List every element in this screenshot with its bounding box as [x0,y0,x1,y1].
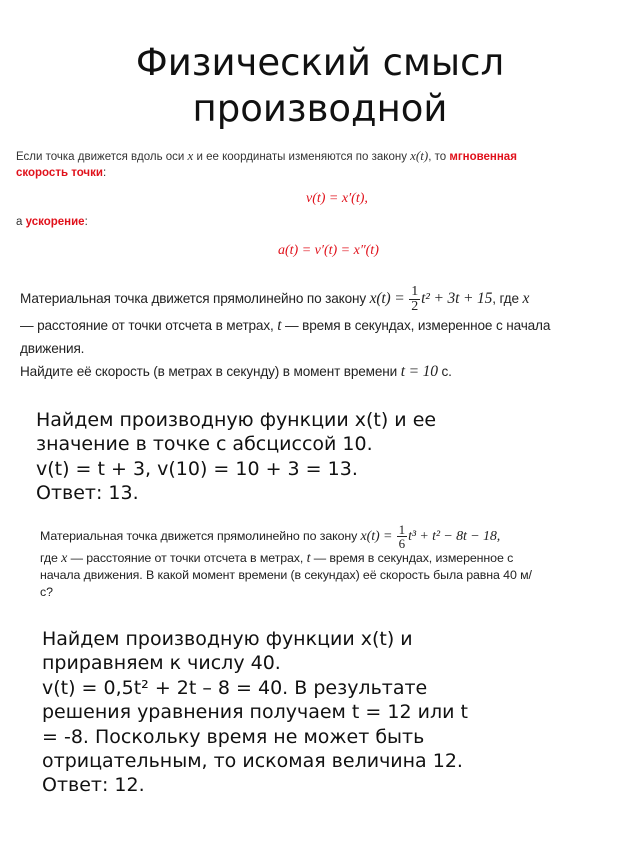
problem-1-lhs: x(t) = [369,290,405,308]
problem-1-line-1 [20,285,628,314]
problem-2-fraction [397,523,407,550]
law-symbol: x(t) [410,148,429,163]
slide-title-line-2: производной [192,87,448,130]
solution-2-line-6: отрицательным, то искомая величина 12. [42,750,463,773]
fraction-numerator: 1 [411,284,419,299]
solution-2 [42,627,622,798]
problem-1-x: x [522,290,530,308]
problem-1-line-3: движения. [20,341,85,356]
problem-2-text: где [40,551,62,565]
highlight-instant: мгновенная [449,151,517,163]
problem-1-text: , где [492,291,523,307]
problem-2-x: x [61,551,68,566]
definition-text-part: , то [428,151,450,163]
problem-2-formula: t³ + t² − 8t − 18, [408,528,501,544]
slide-title-line-1: Физический смысл [135,41,505,84]
problem-2-line-3: начала движения. В какой момент времени (в секундах) её скорость была равна 40 м/ [40,568,532,582]
definition-text-part: Если точка движется вдоль оси [16,151,188,163]
definition-acceleration-text [16,216,88,228]
slide-title [0,40,640,132]
problem-2-line-2 [40,550,615,567]
problem-1-line-4 [20,360,628,383]
problem-1-time: t = 10 [400,363,438,380]
axis-symbol: x [187,148,194,163]
problem-2-lhs: x(t) = [360,528,393,544]
definition-velocity-text [16,148,630,181]
highlight-acceleration: ускорение [25,216,85,228]
solution-2-line-3: v(t) = 0,5t² + 2t – 8 = 40. В результате [42,676,428,699]
problem-1-formula: t² + 3t + 15 [421,290,493,308]
problem-2-line-4: с? [40,585,53,599]
problem-1-unit: с. [437,364,452,379]
fraction-denominator: 6 [398,536,406,551]
acceleration-formula: a(t) = v′(t) = x″(t) [278,243,379,258]
solution-2-line-2: приравняем к числу 40. [42,652,281,675]
problem-2-t: t [306,551,311,566]
accel-suffix: : [84,216,88,228]
fraction-numerator: 1 [398,522,406,537]
problem-2-line-1 [40,523,615,550]
problem-1-text: — время в секундах, измеренное с начала [281,318,551,333]
definition-text-part: : [102,167,107,179]
solution-1 [36,408,596,506]
solution-1-answer: Ответ: 13. [36,482,139,505]
highlight-velocity: скорость точки [16,167,103,179]
problem-1-line-2 [20,314,628,337]
problem-1-text: Материальная точка движется прямолинейно по закону [20,291,370,307]
problem-2-text: — расстояние от точки отсчета в метрах, [67,551,307,565]
problem-2-text: Материальная точка движется прямолинейно по закону [40,528,361,543]
solution-2-line-4: решения уравнения получаем t = 12 или t [42,701,468,724]
velocity-formula: v(t) = x′(t), [306,191,368,206]
fraction-denominator: 2 [411,299,419,314]
problem-1 [20,285,628,383]
solution-2-line-5: = -8. Поскольку время не может быть [42,725,425,748]
problem-1-t: t [277,317,282,334]
solution-1-line-1: Найдем производную функции x(t) и ее [36,409,437,431]
definition-text-part: и ее координаты изменяются по закону [193,151,411,163]
problem-1-fraction [409,285,420,314]
solution-2-answer: Ответ: 12. [42,774,145,797]
accel-prefix: а [16,216,26,228]
solution-1-line-3: v(t) = t + 3, v(10) = 10 + 3 = 13. [36,457,358,480]
problem-1-text: Найдите её скорость (в метрах в секунду) в момент времени [20,364,401,379]
problem-2-text: — время в секундах, измеренное с [310,551,514,565]
problem-2 [40,523,615,601]
solution-2-line-1: Найдем производную функции x(t) и [42,628,413,650]
solution-1-line-2: значение в точке с абсциссой 10. [36,433,373,456]
problem-1-text: — расстояние от точки отсчета в метрах, [20,318,278,333]
